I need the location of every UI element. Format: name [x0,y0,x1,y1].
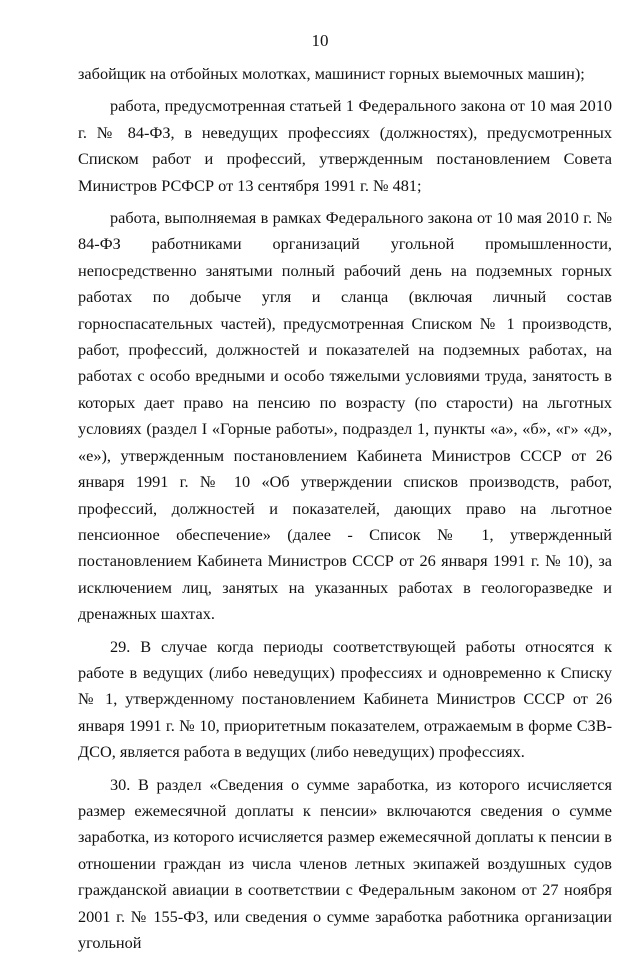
paragraph-clause-29: 29. В случае когда периоды соответствующей работы относятся к работе в ведущих (либо неведущих) профессиях и одновременно к Списку № 1, утвержденному постановлением Кабинета Министров СССР от 26 января 1991 г. № 10, приоритетным показателем, отражаемым в форме СЗВ-ДСО, является работа в ведущих (либо неведущих) профессиях. [78,636,612,762]
paragraph-continuation: забойщик на отбойных молотках, машинист горных выемочных машин); [78,64,585,83]
paragraph-coal-industry-work: работа, выполняемая в рамках Федерального закона от 10 мая 2010 г. № 84-ФЗ работниками организаций угольной промышленности, непосредственно занятыми полный рабочий день на подземных горных работах по добыче угля и сланца (включая личный состав горноспасательных частей), предусмотренная Списком № 1 производств, работ, профессий, должностей и показателей на подземных работах, на работах с особо вредными и особо тяжелыми условиями труда, занятость в которых дает право на пенсию по возрасту (по старости) на льготных условиях (раздел I «Горные работы», подраздел 1, пункты «а», «б», «г» «д», «е»), утвержденным постановлением Кабинета Министров СССР от 26 января 1991 г. № 10 «Об утверждении списков производств, работ, профессий, должностей и показателей, дающих право на льготное пенсионное обеспечение» (далее - Список № 1, утвержденный постановлением Кабинета Министров СССР от 26 января 1991 г. № 10), за исключением лиц, занятых на указанных работах в геологоразведке и дренажных шахтах. [78,208,612,624]
document-body [78,61,612,962]
page-number: 10 [311,31,329,50]
paragraph-clause-30: 30. В раздел «Сведения о сумме заработка, из которого исчисляется размер ежемесячной доплаты к пенсии» включаются сведения о сумме заработка, из которого исчисляется размер ежемесячной доплаты к пенсии в отношении граждан из числа членов летных экипажей воздушных судов гражданской авиации в соответствии с Федеральным законом от 27 ноября 2001 г. № 155-ФЗ, или сведения о сумме заработка работника организации угольной [78,774,612,952]
paragraph-article-1-work: работа, предусмотренная статьей 1 Федерального закона от 10 мая 2010 г. № 84-ФЗ, в неведущих профессиях (должностях), предусмотренных Списком работ и профессий, утвержденным постановлением Совета Министров РСФСР от 13 сентября 1991 г. № 481; [78,96,612,195]
